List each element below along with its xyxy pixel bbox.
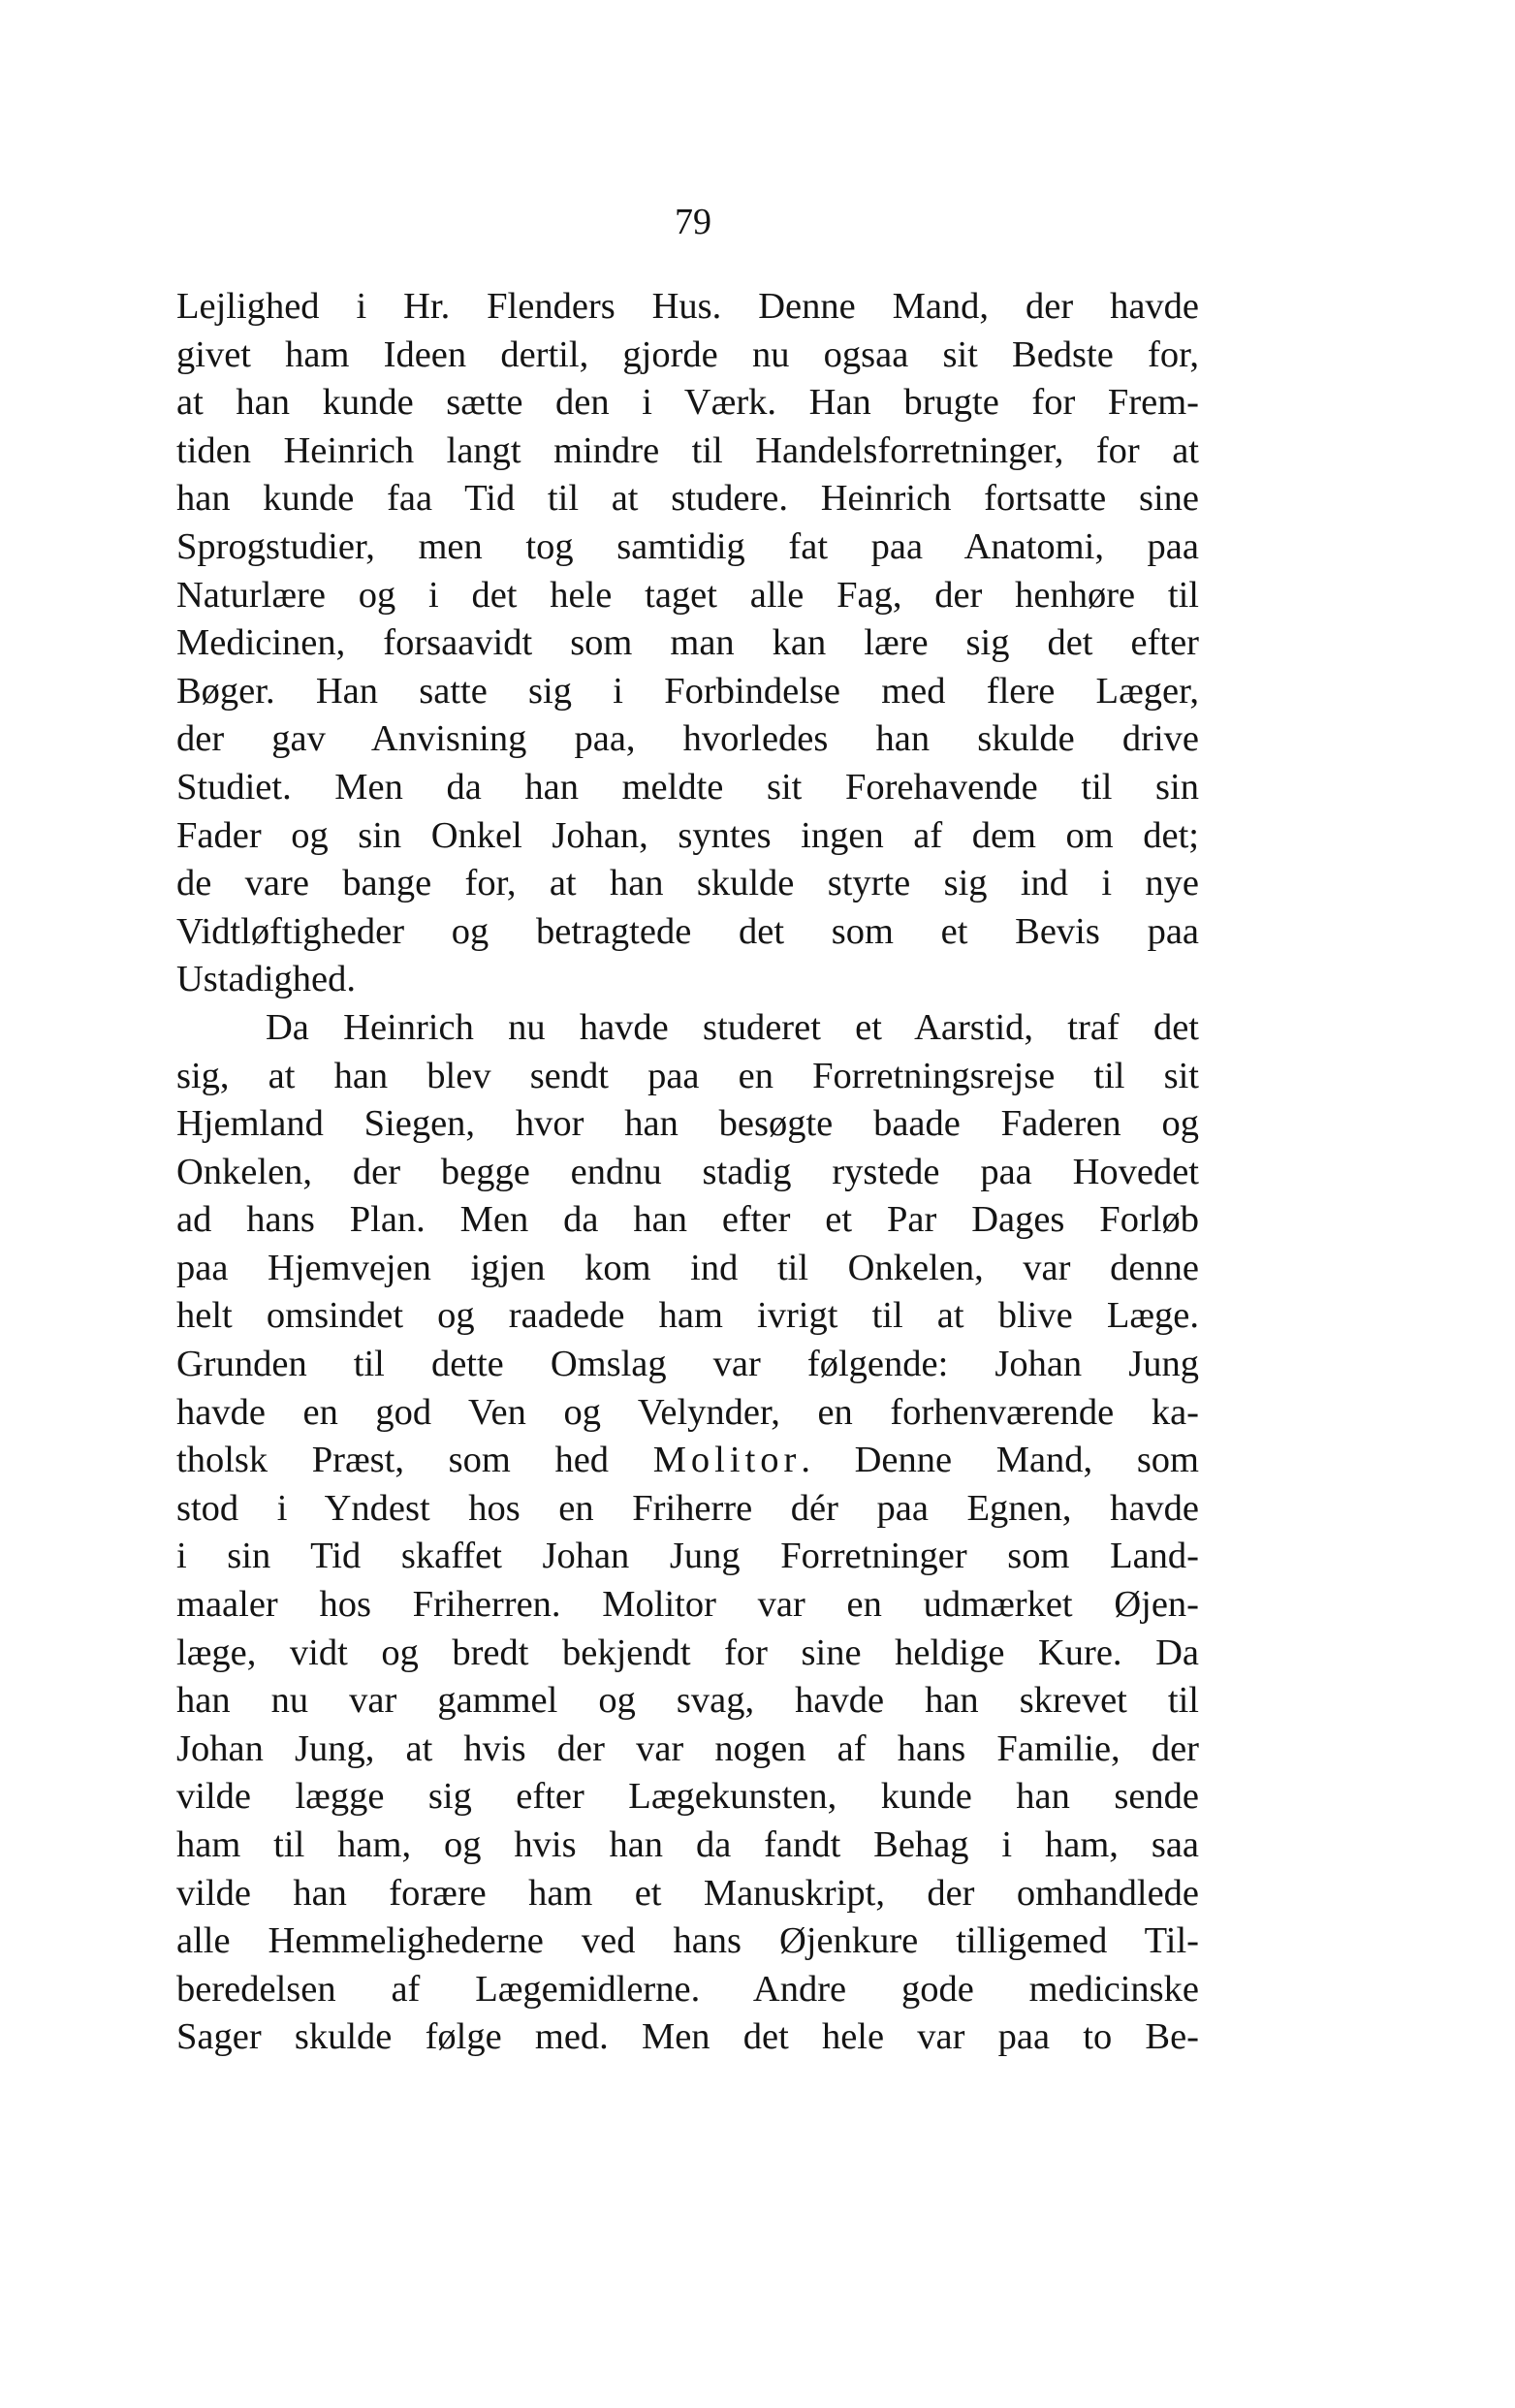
text-line: ham til ham, og hvis han da fandt Behag i ham, saa	[176, 1824, 1199, 1865]
text-line: Bøger. Han satte sig i Forbindelse med flere Læger,	[176, 670, 1199, 712]
text-line: havde en god Ven og Velynder, en forhenværende ka-	[176, 1391, 1199, 1433]
text-line: ad hans Plan. Men da han efter et Par Dages Forløb	[176, 1199, 1199, 1241]
body-text	[176, 283, 1199, 2062]
text-line: Medicinen, forsaavidt som man kan lære sig det efter	[176, 622, 1199, 664]
text-line: Naturlære og i det hele taget alle Fag, der henhøre til	[176, 574, 1199, 616]
text-line: han nu var gammel og svag, havde han skrevet til	[176, 1680, 1199, 1722]
text-line: Onkelen, der begge endnu stadig rystede paa Hovedet	[176, 1151, 1199, 1192]
text-line: helt omsindet og raadede ham ivrigt til at blive Læge.	[176, 1295, 1199, 1337]
spaced-name: Molitor	[652, 1440, 802, 1481]
text-line: Fader og sin Onkel Johan, syntes ingen af dem om det;	[176, 814, 1199, 856]
text-line: tiden Heinrich langt mindre til Handelsforretninger, for at	[176, 429, 1199, 471]
text-line: maaler hos Friherren. Molitor var en udmærket Øjen-	[176, 1584, 1199, 1626]
text-line: givet ham Ideen dertil, gjorde nu ogsaa sit Bedste for,	[176, 333, 1199, 375]
page-number: 79	[675, 202, 711, 242]
text-segment: tholsk Præst, som hed	[176, 1440, 653, 1481]
text-line: han kunde faa Tid til at studere. Heinrich fortsatte sine	[176, 478, 1199, 520]
text-line: paa Hjemvejen igjen kom ind til Onkelen, var denne	[176, 1247, 1199, 1288]
text-line: der gav Anvisning paa, hvorledes han skulde drive	[176, 718, 1199, 760]
text-line: beredelsen af Lægemidlerne. Andre gode medicinske	[176, 1968, 1199, 2010]
text-line: Sprogstudier, men tog samtidig fat paa Anatomi, paa	[176, 525, 1199, 567]
text-line: Hjemland Siegen, hvor han besøgte baade Faderen og	[176, 1103, 1199, 1145]
text-line: i sin Tid skaffet Johan Jung Forretninger som Land-	[176, 1536, 1199, 1577]
text-line	[176, 1437, 1199, 1485]
text-line: stod i Yndest hos en Friherre dér paa Egnen, havde	[176, 1487, 1199, 1529]
text-line: Johan Jung, at hvis der var nogen af hans Familie, der	[176, 1727, 1199, 1769]
text-line: Vidtløftigheder og betragtede det som et Bevis paa	[176, 910, 1199, 952]
text-line: alle Hemmelighederne ved hans Øjenkure tilligemed Til-	[176, 1920, 1199, 1962]
text-line: læge, vidt og bredt bekjendt for sine heldige Kure. Da	[176, 1632, 1199, 1673]
paragraph-start-line: Da Heinrich nu havde studeret et Aarstid, traf det	[266, 1006, 1199, 1048]
text-segment: . Denne Mand, som	[801, 1440, 1200, 1481]
text-line: vilde han forære ham et Manuskript, der omhandlede	[176, 1872, 1199, 1914]
text-line: vilde lægge sig efter Lægekunsten, kunde han sende	[176, 1776, 1199, 1818]
text-line: sig, at han blev sendt paa en Forretningsrejse til sit	[176, 1055, 1199, 1096]
text-line: at han kunde sætte den i Værk. Han brugte for Frem-	[176, 382, 1199, 424]
text-line: Sager skulde følge med. Men det hele var paa to Be-	[176, 2016, 1199, 2058]
text-line: Studiet. Men da han meldte sit Forehavende til sin	[176, 766, 1199, 808]
paragraph-end-line: Ustadighed.	[176, 959, 356, 1000]
text-line: de vare bange for, at han skulde styrte sig ind i nye	[176, 863, 1199, 904]
text-line: Grunden til dette Omslag var følgende: Johan Jung	[176, 1344, 1199, 1385]
text-line: Lejlighed i Hr. Flenders Hus. Denne Mand, der havde	[176, 286, 1199, 327]
